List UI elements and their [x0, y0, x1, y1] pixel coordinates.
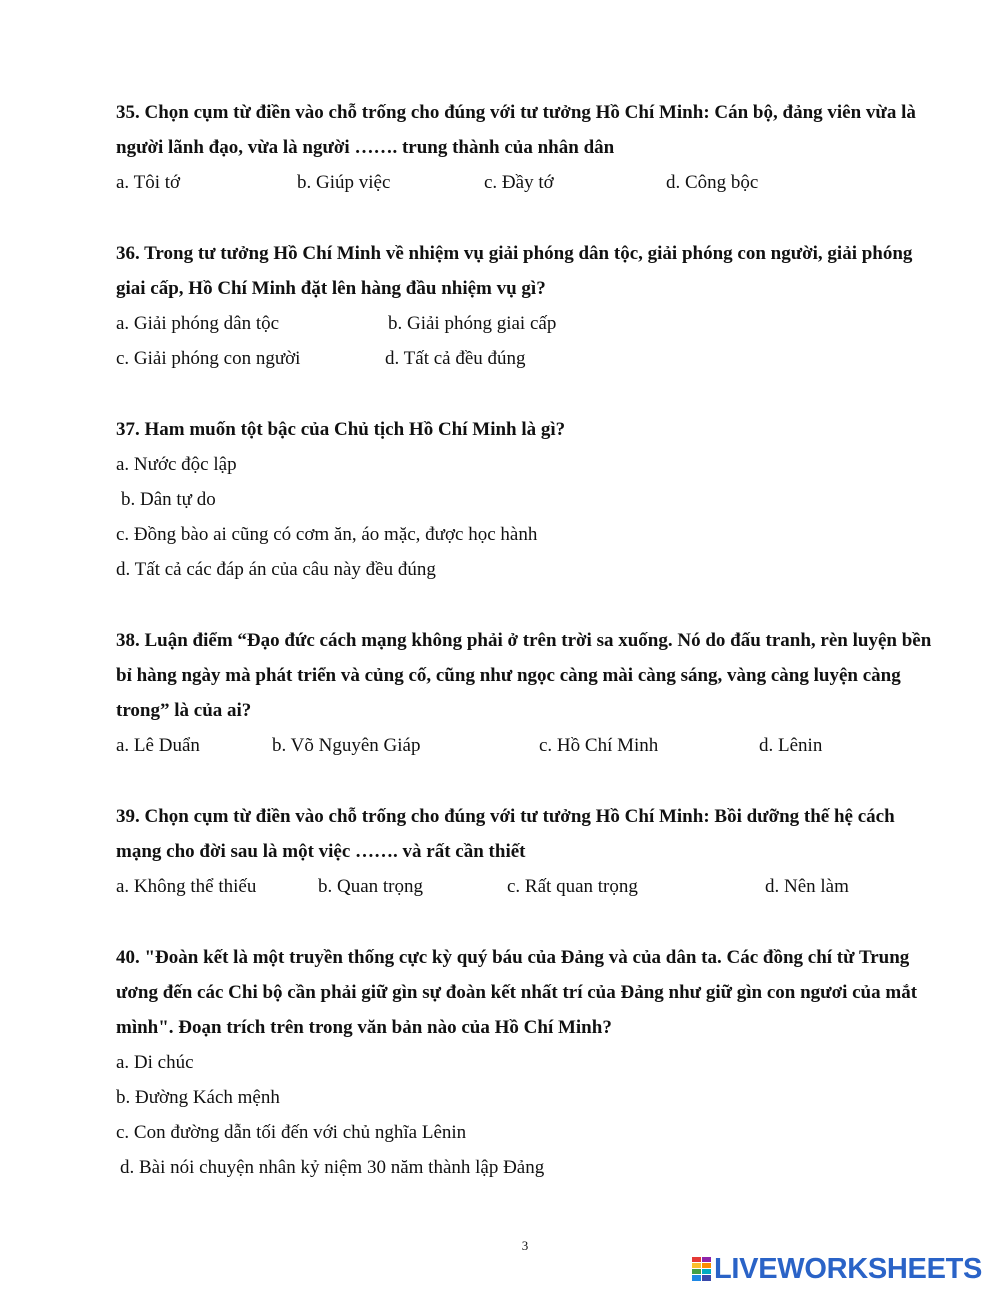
option-row [116, 306, 936, 341]
question-35 [116, 95, 936, 200]
option-a[interactable]: a. Lê Duẩn [116, 735, 200, 756]
option-d[interactable]: d. Nên làm [765, 876, 849, 897]
question-text: 36. Trong tư tưởng Hồ Chí Minh về nhiệm vụ giải phóng dân tộc, giải phóng con người, giải phóng giai cấp, Hồ Chí Minh đặt lên hàng đầu nhiệm vụ gì? [116, 243, 913, 299]
option-a[interactable]: a. Không thể thiếu [116, 876, 257, 897]
option-row [116, 517, 936, 552]
option-a[interactable]: a. Giải phóng dân tộc [116, 313, 280, 334]
option-row [116, 869, 936, 904]
option-b[interactable]: b. Dân tự do [121, 489, 216, 510]
question-37 [116, 412, 936, 587]
question-38 [116, 623, 936, 763]
question-text: 40. "Đoàn kết là một truyền thống cực kỳ quý báu của Đảng và của dân ta. Các đồng chí từ Trung ương đến các Chi bộ cần phải giữ gìn sự đoàn kết nhất trí của Đảng như giữ gìn con ngươi của mắt mình". Đoạn trích trên trong văn bản nào của Hồ Chí Minh? [116, 947, 918, 1038]
question-text: 37. Ham muốn tột bậc của Chủ tịch Hồ Chí Minh là gì? [116, 419, 566, 440]
question-40 [116, 940, 936, 1185]
liveworksheets-logo-icon [692, 1256, 712, 1282]
option-row [116, 1115, 936, 1150]
page-number: 3 [521, 1238, 529, 1253]
liveworksheets-logo-text: LIVEWORKSHEETS [714, 1252, 983, 1285]
option-row [116, 1080, 936, 1115]
option-d[interactable]: d. Bài nói chuyện nhân kỷ niệm 30 năm thành lập Đảng [120, 1157, 545, 1178]
option-b[interactable]: b. Đường Kách mệnh [116, 1087, 280, 1108]
option-row [116, 552, 936, 587]
question-text: 38. Luận điểm “Đạo đức cách mạng không phải ở trên trời sa xuống. Nó do đấu tranh, rèn luyện bền bỉ hàng ngày mà phát triển và củng cố, cũng như ngọc càng mài càng sáng, vàng càng luyện càng trong” là của ai? [116, 630, 932, 721]
option-c[interactable]: c. Con đường dẫn tối đến với chủ nghĩa Lênin [116, 1122, 467, 1143]
option-b[interactable]: b. Giải phóng giai cấp [388, 313, 557, 334]
option-row [116, 447, 936, 482]
option-row [116, 482, 936, 517]
option-b[interactable]: b. Quan trọng [318, 876, 424, 897]
option-c[interactable]: c. Đồng bào ai cũng có cơm ăn, áo mặc, được học hành [116, 524, 538, 545]
question-36 [116, 236, 936, 376]
option-row [116, 165, 936, 200]
question-text: 35. Chọn cụm từ điền vào chỗ trống cho đúng với tư tưởng Hồ Chí Minh: Cán bộ, đảng viên vừa là người lãnh đạo, vừa là người ……. trung thành của nhân dân [116, 102, 916, 158]
option-d[interactable]: d. Tất cả đều đúng [385, 348, 526, 369]
option-row [116, 341, 936, 376]
option-row [116, 728, 936, 763]
option-d[interactable]: d. Lênin [759, 735, 823, 756]
option-c[interactable]: c. Rất quan trọng [507, 876, 638, 897]
option-c[interactable]: c. Đầy tớ [484, 172, 554, 193]
option-b[interactable]: b. Võ Nguyên Giáp [272, 735, 421, 756]
option-c[interactable]: c. Hồ Chí Minh [539, 735, 659, 756]
option-d[interactable]: d. Công bộc [666, 172, 759, 193]
option-row [116, 1150, 936, 1185]
question-text: 39. Chọn cụm từ điền vào chỗ trống cho đúng với tư tưởng Hồ Chí Minh: Bồi dưỡng thế hệ cách mạng cho đời sau là một việc ……. và rất cần thiết [116, 806, 895, 862]
question-39 [116, 799, 936, 904]
liveworksheets-logo [692, 1254, 982, 1284]
option-a[interactable]: a. Tôi tớ [116, 172, 181, 193]
option-row [116, 1045, 936, 1080]
option-d[interactable]: d. Tất cả các đáp án của câu này đều đúng [116, 559, 436, 580]
option-a[interactable]: a. Nước độc lập [116, 454, 237, 475]
option-c[interactable]: c. Giải phóng con người [116, 348, 301, 369]
option-a[interactable]: a. Di chúc [116, 1052, 194, 1073]
option-b[interactable]: b. Giúp việc [297, 172, 391, 193]
